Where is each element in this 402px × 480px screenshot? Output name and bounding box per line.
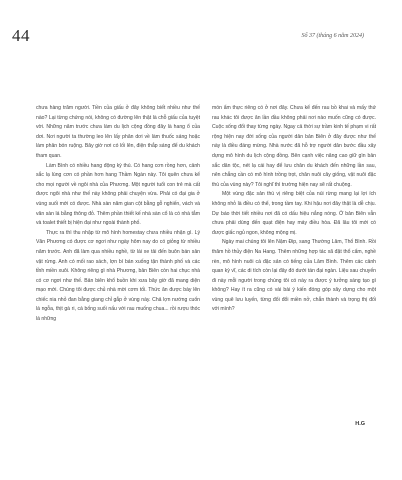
paragraph: chưa hàng trăm người. Tiền của giấu ở đây không biết nhiều như thế nào? Lại từng chứng nói, không có đường lên thật là chỗ giấu của tuyệt vời. Những năm trước chưa làm du lịch cộng đồng đây là hang ổ của dơi. Nơi người ta thường leo lên lấy phân dơi về làm thuốc sáng hoặc làm phân bón ruộng. Bây giờ nơi có lối lên, điện thắp sáng để du khách tham quan. bbox=[36, 105, 200, 159]
author-signature: H.G bbox=[355, 421, 365, 427]
issue-info: Số 37 (tháng 6 năm 2024) bbox=[301, 33, 364, 39]
paragraph: Ngày mai chúng tôi lên Nậm Đip, sang Thường Lâm, Thổ Bình. Rồi thăm hồ thủy điện Na Hang. Thêm những hợp tác xã đặt thổ cẩm, nghề rèn, mô hình nuôi cá đặc sản có tiếng của Lâm Bình. Thêm các cảnh quan kỳ vĩ, các di tích còn lại đây đó dưới tán đại ngàn. Liệu sau chuyến đi này mỗi người trong chúng tôi có này ra được ý tưởng sáng tạo gì không? Hay ít ra cũng có vài bài ý kiến đóng góp xây dựng cho một vùng quê lưu luyến, từng đổi đổi miền nở, chẳn thành và trọng thị đối với mình? bbox=[212, 239, 376, 313]
article-column-right bbox=[212, 104, 376, 315]
paragraph: Làm Bình có nhiều hang động kỳ thú. Có hang cơn rồng hơn, cảnh sắc lạ lùng cơn có phần hơn hang Thầm Ngàn này. Tôi quên chưa kể cho mọi người về ngôi nhà của Phương. Một người tuổi con trẻ mà cất được ngôi nhà như thế này không phải chuyện vừa. Phải có đại gia ở vùng suối mới có được. Nhà sàn năm gian cột bằng gỗ nghiến, vách và văn sàn lá bằng thông đỏ. Thêm phần thiết kế nhà sàn cổ là có nhà tắm và toalet thiết bị hiện đại như ngoài thành phố. bbox=[36, 162, 200, 227]
paragraph: Thực ra thì thu nhập từ mô hình homestay chưa nhiều nhặn gì. Lý Văn Phương có được cơ ngơi như ngày hôm nay do có giỏng từ nhiều năm trước. Anh đã làm qua nhiều nghề, từ lái xe tải đến buôn bán sản vật rừng. Anh có mối rao sách, lợn bí bán xuống tận thành phố và các tỉnh miền xuôi. Không riêng gì nhà Phương, bản Biên còn hai chục nhà có cơ ngơi như thế. Bản biên khổ buồn khi xưa bây giờ đã mang diện mạo mới. Chúng tôi được chủ nhà mời cơm tối. Thức ăn được bày lên chiếc nia nhỏ đan bằng giang chỉ gắp ở vùng này. Chả lợn nướng cuốn lá ngỗa, thịt gà ri, cá bống suối nấu với rau muống chua... rồi rượu thóc lá những bbox=[36, 229, 200, 323]
paragraph: Một vùng đặc sản thú vị riêng biệt của núi rừng mang lại lợi ích không nhỏ là điều có thể, trong tầm tay. Khi hậu nơi đây thật là dễ chịu. Dự báo thời tiết nhiều nơi đã có dấu hiệu nắng nóng. Ở bản Biên vẫn chưa phải dùng đến quạt điện hay máy điều hòa. Đã lâu tôi mới có được giấc ngủ ngon, không mộng mị. bbox=[212, 191, 376, 236]
paragraph: món ẩm thực riêng có ở nơi đây. Chưa kể đến rau bồ khai và mấy thứ rau khác tôi được ăn lần đầu không phải nơi nào muốn cũng có được. Cuộc sống đổi thay từng ngày. Ngay cả thời sự trầm kinh tế phạm vi rất rộng hiện nay đời sống của người dân bản Biên ở đây được như thế này là điều đáng mừng. Nhà nước đã hỗ trợ người dân bước đầu xây dựng mô hình du lịch cộng đồng. Bên cạnh việc năng cao giữ gìn bản sắc dân tộc, nét lạ cái hay để lưu chân du khách đến những lần sau, nên chẳng cần có mô hình trồng trọt, chăn nuôi cây giống, vật nuôi đặc thù của vùng này? Tôi nghĩ thì trường hiện nay sẽ rất chuộng. bbox=[212, 105, 376, 188]
article-column-left bbox=[36, 104, 200, 325]
page-number: 44 bbox=[12, 26, 30, 45]
